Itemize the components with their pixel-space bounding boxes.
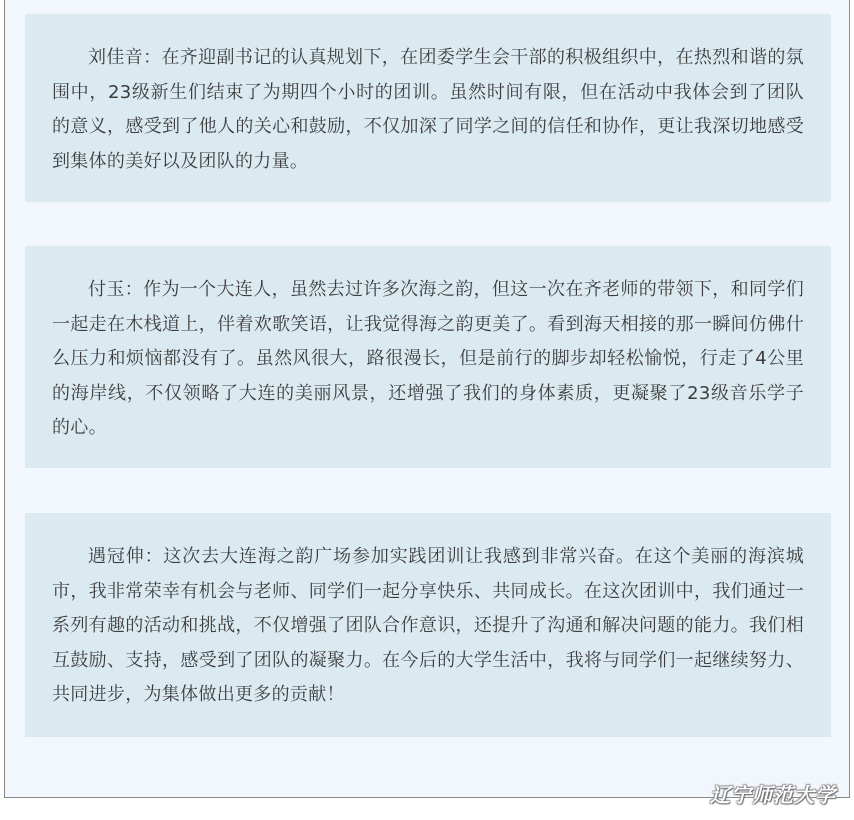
reflection-card-fu-yu — [25, 246, 831, 468]
reflection-text: 遇冠伸：这次去大连海之韵广场参加实践团训让我感到非常兴奋。在这个美丽的海滨城市，我非常荣幸有机会与老师、同学们一起分享快乐、共同成长。在这次团训中，我们通过一系列有趣的活动和挑战，不仅增强了团队合作意识，还提升了沟通和解决问题的能力。我们相互鼓励、支持，感受到了团队的凝聚力。在今后的大学生活中，我将与同学们一起继续努力、共同进步，为集体做出更多的贡献！ — [52, 546, 804, 705]
article-frame — [4, 0, 850, 798]
reflection-text: 付玉：作为一个大连人，虽然去过许多次海之韵，但这一次在齐老师的带领下，和同学们一起走在木栈道上，伴着欢歌笑语，让我觉得海之韵更美了。看到海天相接的那一瞬间仿佛什么压力和烦恼都没有了。虽然风很大，路很漫长，但是前行的脚步却轻松愉悦，行走了4公里的海岸线，不仅领略了大连的美丽风景，还增强了我们的身体素质，更凝聚了23级音乐学子的心。 — [52, 279, 804, 438]
reflection-text: 刘佳音：在齐迎副书记的认真规划下，在团委学生会干部的积极组织中，在热烈和谐的氛围中，23级新生们结束了为期四个小时的团训。虽然时间有限，但在活动中我体会到了团队的意义，感受到了他人的关心和鼓励，不仅加深了同学之间的信任和协作，更让我深切地感受到集体的美好以及团队的力量。 — [52, 47, 804, 172]
reflection-card-liu-jiayin — [25, 14, 831, 202]
university-watermark: 辽宁师范大学 — [710, 783, 836, 807]
reflection-card-yu-guanshen — [25, 513, 831, 737]
